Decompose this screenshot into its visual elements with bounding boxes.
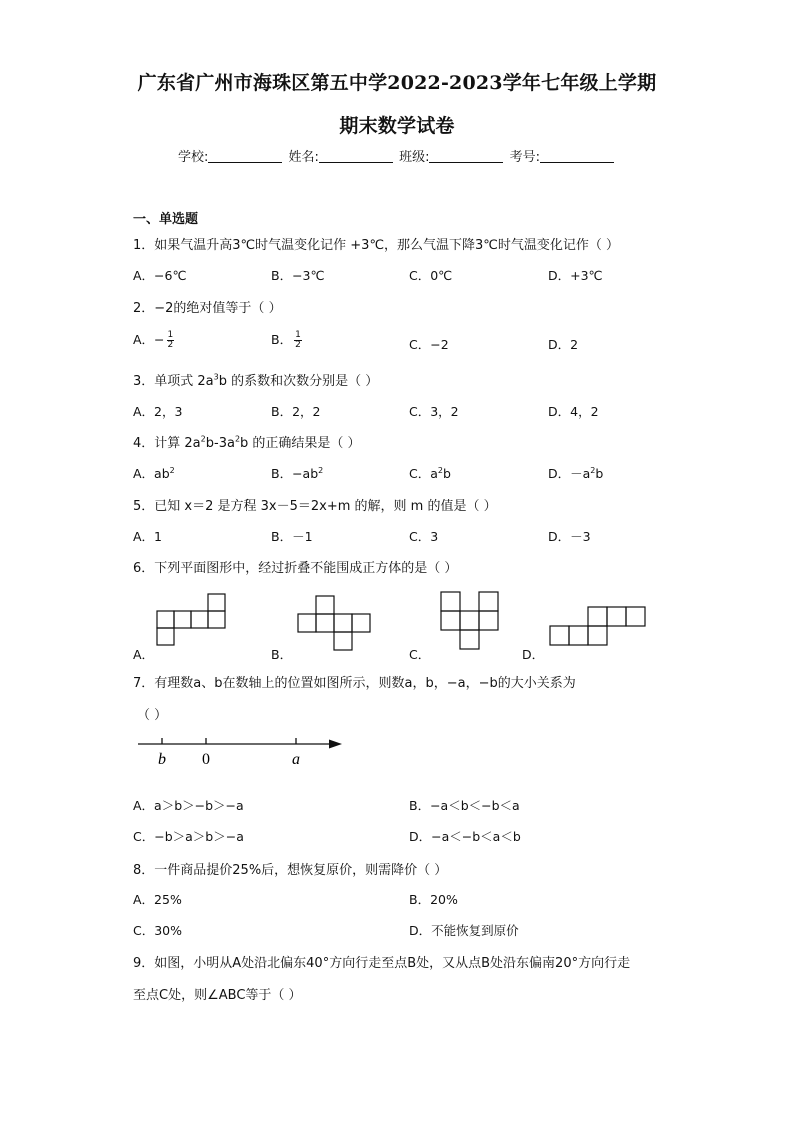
fraction-denominator: 2 bbox=[167, 340, 174, 350]
q4-text-c: b 的正确结果是（ ） bbox=[240, 436, 361, 451]
q3-option-b[interactable]: B．2，2 bbox=[271, 404, 321, 419]
question-6-text: 6．下列平面图形中，经过折叠不能围成正方体的是（ ） bbox=[133, 561, 458, 576]
question-5-text: 5．已知 x＝2 是方程 3x－5＝2x+m 的解，则 m 的值是（ ） bbox=[133, 499, 497, 514]
cube-net-a bbox=[157, 594, 227, 646]
q4-exponent-2: 2 bbox=[234, 434, 241, 444]
fraction-numerator: 1 bbox=[295, 330, 301, 340]
q4-text-a: 4．计算 2a bbox=[133, 436, 201, 451]
cube-net-b bbox=[298, 596, 372, 652]
q2-option-a-prefix: A．− bbox=[133, 332, 165, 347]
q8-option-d[interactable]: D．不能恢复到原价 bbox=[409, 923, 519, 938]
q8-option-b[interactable]: B．20% bbox=[409, 892, 458, 907]
q5-option-d[interactable]: D．－3 bbox=[548, 529, 591, 544]
q6-option-c[interactable]: C． bbox=[409, 647, 431, 662]
fraction-denominator: 2 bbox=[295, 340, 301, 350]
question-8-text: 8．一件商品提价25%后，想恢复原价，则需降价（ ） bbox=[133, 863, 448, 878]
label-a: a bbox=[292, 751, 300, 768]
q1-option-a[interactable]: A．−6℃ bbox=[133, 268, 187, 283]
label-zero: 0 bbox=[202, 751, 210, 768]
q8-option-c[interactable]: C．30% bbox=[133, 923, 183, 938]
school-label: 学校: bbox=[178, 150, 209, 165]
question-9-text-cont: 至点C处，则∠ABC等于（ ） bbox=[133, 988, 302, 1003]
q4-option-c-text: C．a bbox=[409, 466, 438, 481]
q2-option-b-prefix: B． bbox=[271, 332, 293, 347]
name-blank[interactable] bbox=[319, 150, 393, 163]
q2-option-a[interactable] bbox=[133, 330, 174, 350]
q3-option-a[interactable]: A．2，3 bbox=[133, 404, 183, 419]
q6-option-b[interactable]: B． bbox=[271, 647, 293, 662]
q2-option-b[interactable] bbox=[271, 330, 302, 350]
q3-text-pre: 3．单项式 2a bbox=[133, 374, 214, 389]
question-7-text: 7．有理数a、b在数轴上的位置如图所示，则数a，b，−a，−b的大小关系为 bbox=[133, 676, 576, 691]
q1-option-b[interactable]: B．−3℃ bbox=[271, 268, 325, 283]
exam-title-line-1: 广东省广州市海珠区第五中学2022-2023学年七年级上学期 bbox=[137, 72, 657, 94]
q5-option-c[interactable]: C．3 bbox=[409, 529, 439, 544]
q4-option-d-text: D．－a bbox=[548, 466, 591, 481]
q2-option-c[interactable]: C．−2 bbox=[409, 337, 449, 352]
q2-option-d[interactable]: D．2 bbox=[548, 337, 579, 352]
q4-option-d[interactable] bbox=[548, 464, 603, 482]
q3-option-d[interactable]: D．4，2 bbox=[548, 404, 599, 419]
q4-option-c-suffix: b bbox=[442, 466, 451, 481]
q8-option-a[interactable]: A．25% bbox=[133, 892, 182, 907]
cube-net-d bbox=[550, 606, 648, 646]
student-info-fields bbox=[0, 146, 794, 165]
exam-number-blank[interactable] bbox=[540, 150, 614, 163]
number-line-figure bbox=[138, 734, 348, 774]
q4-option-a-exponent: 2 bbox=[169, 465, 175, 475]
q4-option-c[interactable] bbox=[409, 464, 451, 482]
q4-option-a[interactable] bbox=[133, 464, 175, 482]
q6-option-d[interactable]: D． bbox=[522, 647, 545, 662]
exam-number-label: 考号: bbox=[509, 150, 540, 165]
q5-option-a[interactable]: A．1 bbox=[133, 529, 163, 544]
q3-exponent: 3 bbox=[213, 372, 219, 382]
q6-option-a[interactable]: A． bbox=[133, 647, 155, 662]
question-3-text bbox=[133, 370, 378, 389]
q7-option-a[interactable]: A．a＞b＞−b＞−a bbox=[133, 798, 244, 813]
fraction-half bbox=[167, 331, 175, 350]
q3-option-c[interactable]: C．3，2 bbox=[409, 404, 459, 419]
q3-text-post: b 的系数和次数分别是（ ） bbox=[218, 374, 379, 389]
exam-title-line-2: 期末数学试卷 bbox=[339, 115, 455, 137]
name-label: 姓名: bbox=[288, 150, 319, 165]
section-heading: 一、单选题 bbox=[133, 212, 199, 227]
question-7-text-cont: （ ） bbox=[137, 708, 168, 723]
q4-option-d-exponent: 2 bbox=[590, 465, 596, 475]
fraction-numerator: 1 bbox=[167, 330, 174, 340]
class-blank[interactable] bbox=[429, 150, 503, 163]
label-b: b bbox=[158, 751, 166, 768]
q1-option-d[interactable]: D．+3℃ bbox=[548, 268, 603, 283]
question-9-text: 9．如图，小明从A处沿北偏东40°方向行走至点B处，又从点B处沿东偏南20°方向行走 bbox=[133, 956, 631, 971]
school-blank[interactable] bbox=[208, 150, 282, 163]
q1-option-c[interactable]: C．0℃ bbox=[409, 268, 453, 283]
question-2-text: 2．−2的绝对值等于（ ） bbox=[133, 301, 282, 316]
q4-option-b-exponent: 2 bbox=[318, 465, 324, 475]
cube-net-c bbox=[441, 592, 501, 652]
q4-text-b: b-3a bbox=[205, 436, 235, 451]
q7-option-b[interactable]: B．−a＜b＜−b＜a bbox=[409, 798, 520, 813]
q4-option-d-suffix: b bbox=[595, 466, 604, 481]
question-4-text bbox=[133, 432, 361, 451]
fraction-half bbox=[294, 331, 302, 350]
q4-option-c-exponent: 2 bbox=[437, 465, 443, 475]
number-line-arrow-icon bbox=[329, 740, 342, 749]
q4-option-b-text: B．−ab bbox=[271, 466, 319, 481]
class-label: 班级: bbox=[399, 150, 430, 165]
q7-option-d[interactable]: D．−a＜−b＜a＜b bbox=[409, 829, 521, 844]
question-1-text: 1．如果气温升高3℃时气温变化记作 +3℃，那么气温下降3℃时气温变化记作（ ） bbox=[133, 238, 620, 253]
q4-exponent-1: 2 bbox=[200, 434, 206, 444]
q7-option-c[interactable]: C．−b＞a＞b＞−a bbox=[133, 829, 244, 844]
q4-option-a-text: A．ab bbox=[133, 466, 170, 481]
q5-option-b[interactable]: B．－1 bbox=[271, 529, 313, 544]
q4-option-b[interactable] bbox=[271, 464, 323, 482]
